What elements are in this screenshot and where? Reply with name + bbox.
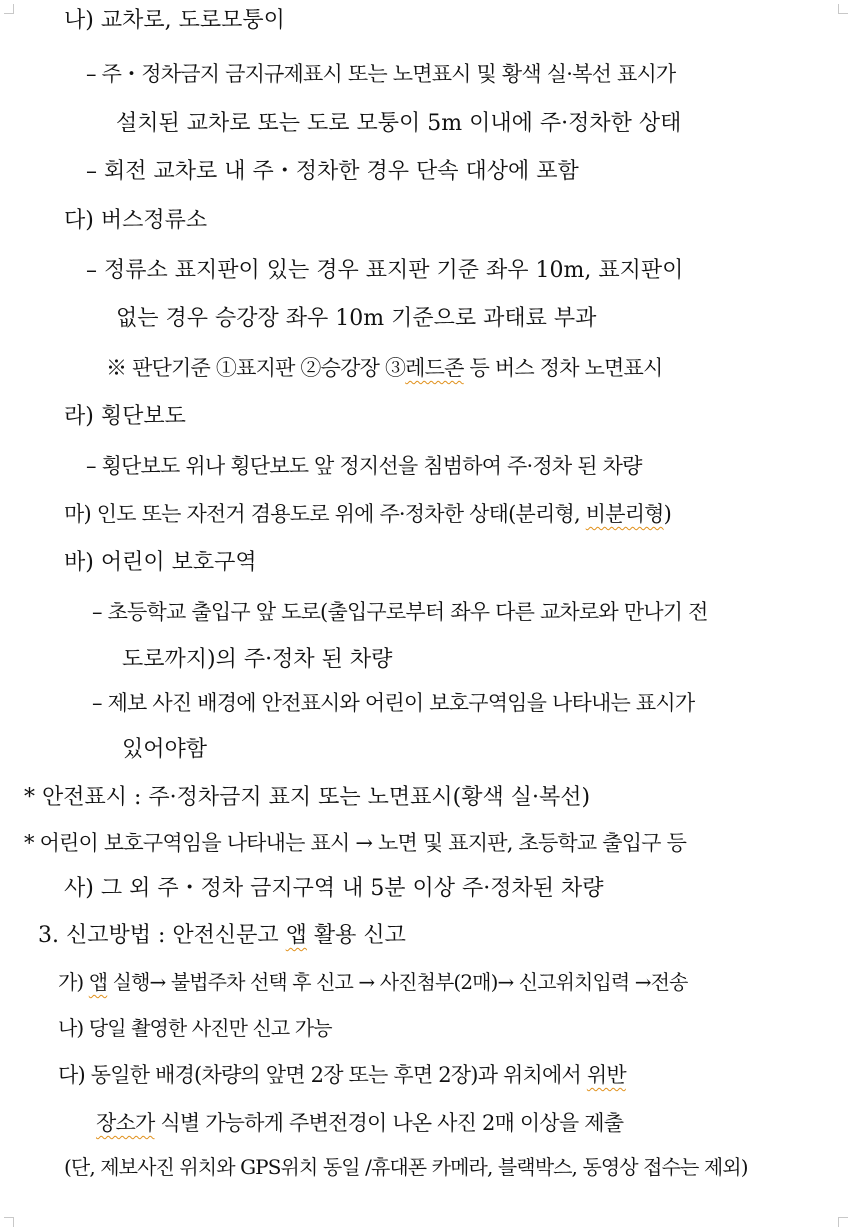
page-corner-mark: [4, 4, 14, 14]
section-3-step-na: 나) 당일 촬영한 사진만 신고 가능: [58, 1016, 332, 1040]
spellcheck-marked-word: 레드존: [405, 356, 464, 380]
section-ba-bullet1-line2: 도로까지)의 주·정차 된 차량: [122, 647, 393, 672]
page-corner-mark: [838, 1217, 848, 1227]
page-corner-mark: [838, 4, 848, 14]
section-ma-text: ): [663, 502, 672, 526]
note-text: ※ 판단기준 ①표지판 ②승강장 ③: [106, 356, 406, 380]
section-ra-heading: 라) 횡단보도: [64, 404, 186, 429]
note-text: 등 버스 정차 노면표시: [463, 356, 663, 380]
section-sa-heading: 사) 그 외 주・정차 금지구역 내 5분 이상 주·정차된 차량: [64, 876, 604, 901]
step-ga-text: 가): [58, 970, 89, 994]
spellcheck-marked-word: 장소가: [96, 1111, 155, 1135]
section-3-text: 활용 신고: [306, 923, 406, 948]
section-na-bullet1-line1: – 주・정차금지 금지규제표시 또는 노면표시 및 황색 실·복선 표시가: [86, 62, 676, 86]
spellcheck-marked-word: 앱: [285, 923, 307, 948]
section-ba-bullet2-line2: 있어야함: [122, 737, 208, 762]
section-ba-heading: 바) 어린이 보호구역: [64, 550, 257, 575]
page-corner-mark: [4, 1217, 14, 1227]
spellcheck-marked-word: 앱: [88, 970, 108, 994]
section-ba-bullet2-line1: – 제보 사진 배경에 안전표시와 어린이 보호구역임을 나타내는 표시가: [92, 691, 695, 715]
section-da-bullet1-line2: 없는 경우 승강장 좌우 10m 기준으로 과태료 부과: [116, 306, 597, 331]
step-da-text: 식별 가능하게 주변전경이 나온 사진 2매 이상을 제출: [154, 1111, 624, 1135]
section-da-bullet1-line1: – 정류소 표지판이 있는 경우 표지판 기준 좌우 10m, 표지판이: [86, 258, 684, 283]
section-na-heading: 나) 교차로, 도로모퉁이: [64, 8, 285, 33]
section-ra-bullet1: – 횡단보도 위나 횡단보도 앞 정지선을 침범하여 주·정차 된 차량: [86, 454, 642, 478]
section-ba-bullet1-line1: – 초등학교 출입구 앞 도로(출입구로부터 좌우 다른 교차로와 만나기 전: [92, 600, 708, 624]
section-3-step-da-line2: [96, 1108, 623, 1138]
section-ma-line: [64, 499, 671, 529]
section-3-text: 3. 신고방법 : 안전신문고: [38, 923, 286, 948]
section-3-heading: [38, 921, 406, 951]
section-da-heading: 다) 버스정류소: [64, 208, 208, 233]
section-3-step-da-line1: [58, 1060, 626, 1090]
spellcheck-marked-word: 비분리형: [585, 502, 664, 526]
section-3-step-ga: [58, 967, 687, 997]
spellcheck-marked-word: 위반: [586, 1063, 626, 1087]
note-school-zone-sign: * 어린이 보호구역임을 나타내는 표시 → 노면 및 표지판, 초등학교 출입구 등: [24, 831, 687, 855]
step-ga-text: 실행→ 불법주차 선택 후 신고 → 사진첨부(2매)→ 신고위치입력 →전송: [107, 970, 688, 994]
section-ma-text: 마) 인도 또는 자전거 겸용도로 위에 주·정차한 상태(분리형,: [64, 502, 586, 526]
section-na-bullet1-line2: 설치된 교차로 또는 도로 모퉁이 5m 이내에 주·정차한 상태: [116, 111, 682, 136]
note-safety-sign: * 안전표시 : 주·정차금지 표지 또는 노면표시(황색 실·복선): [24, 785, 591, 810]
step-da-text: 다) 동일한 배경(차량의 앞면 2장 또는 후면 2장)과 위치에서: [58, 1063, 587, 1087]
section-na-bullet2: – 회전 교차로 내 주・정차한 경우 단속 대상에 포함: [86, 159, 579, 184]
section-3-step-da-line3: (단, 제보사진 위치와 GPS위치 동일 /휴대폰 카메라, 블랙박스, 동영상 접수는 제외): [64, 1155, 748, 1179]
section-da-judgement-note: [106, 353, 663, 383]
